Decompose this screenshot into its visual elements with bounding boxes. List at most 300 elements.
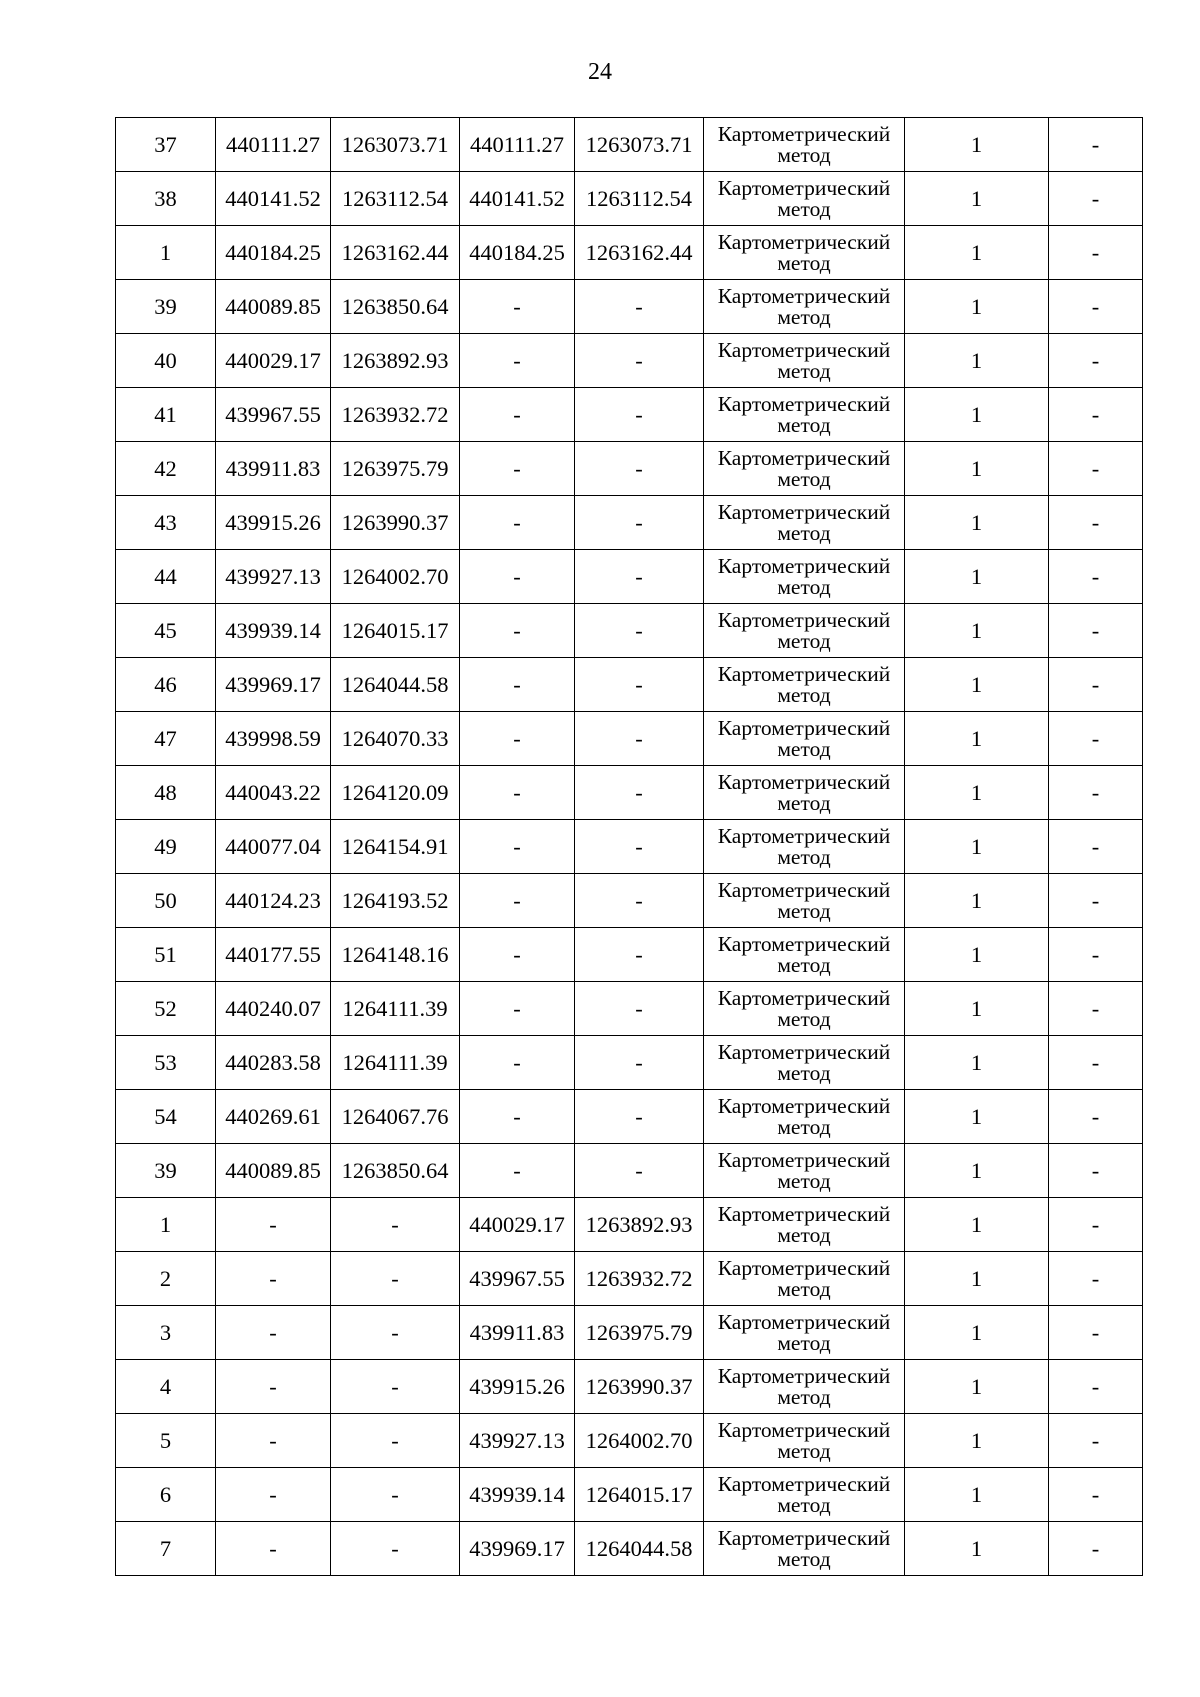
table-row bbox=[116, 820, 1143, 874]
point-number-cell: 52 bbox=[116, 982, 216, 1036]
method-line-2: метод bbox=[777, 304, 831, 329]
method-cell bbox=[704, 442, 905, 496]
method-cell bbox=[704, 982, 905, 1036]
method-line-1: Картометрический bbox=[717, 391, 891, 416]
y-new-cell: - bbox=[575, 604, 704, 658]
method-line-2: метод bbox=[777, 196, 831, 221]
table-row bbox=[116, 658, 1143, 712]
description-cell: - bbox=[1049, 982, 1143, 1036]
description-cell: - bbox=[1049, 496, 1143, 550]
method-line-2: метод bbox=[777, 790, 831, 815]
method-cell bbox=[704, 550, 905, 604]
method-cell bbox=[704, 1198, 905, 1252]
x-existing-cell: 440240.07 bbox=[216, 982, 331, 1036]
description-cell: - bbox=[1049, 1198, 1143, 1252]
x-existing-cell: 440089.85 bbox=[216, 1144, 331, 1198]
method-cell bbox=[704, 658, 905, 712]
method-cell bbox=[704, 712, 905, 766]
x-existing-cell: 440043.22 bbox=[216, 766, 331, 820]
table-row bbox=[116, 550, 1143, 604]
table-row bbox=[116, 982, 1143, 1036]
y-existing-cell: - bbox=[331, 1306, 460, 1360]
x-new-cell: - bbox=[460, 820, 575, 874]
accuracy-cell: 1 bbox=[905, 550, 1049, 604]
x-existing-cell: 440283.58 bbox=[216, 1036, 331, 1090]
point-number-cell: 51 bbox=[116, 928, 216, 982]
x-new-cell: - bbox=[460, 550, 575, 604]
y-new-cell: - bbox=[575, 820, 704, 874]
method-line-1: Картометрический bbox=[717, 1417, 891, 1442]
description-cell: - bbox=[1049, 1414, 1143, 1468]
table-row bbox=[116, 1036, 1143, 1090]
description-cell: - bbox=[1049, 1036, 1143, 1090]
point-number-cell: 5 bbox=[116, 1414, 216, 1468]
x-existing-cell: - bbox=[216, 1198, 331, 1252]
method-line-1: Картометрический bbox=[717, 985, 891, 1010]
x-existing-cell: 439911.83 bbox=[216, 442, 331, 496]
y-new-cell: 1263073.71 bbox=[575, 118, 704, 172]
y-existing-cell: 1264111.39 bbox=[331, 1036, 460, 1090]
y-new-cell: - bbox=[575, 388, 704, 442]
accuracy-cell: 1 bbox=[905, 226, 1049, 280]
x-new-cell: - bbox=[460, 280, 575, 334]
method-line-2: метод bbox=[777, 358, 831, 383]
description-cell: - bbox=[1049, 604, 1143, 658]
accuracy-cell: 1 bbox=[905, 442, 1049, 496]
method-cell bbox=[704, 1468, 905, 1522]
y-existing-cell: 1263112.54 bbox=[331, 172, 460, 226]
x-new-cell: 440141.52 bbox=[460, 172, 575, 226]
y-new-cell: - bbox=[575, 1036, 704, 1090]
x-existing-cell: 440077.04 bbox=[216, 820, 331, 874]
description-cell: - bbox=[1049, 874, 1143, 928]
x-new-cell: - bbox=[460, 1090, 575, 1144]
x-new-cell: 439911.83 bbox=[460, 1306, 575, 1360]
method-line-2: метод bbox=[777, 520, 831, 545]
x-existing-cell: 440089.85 bbox=[216, 280, 331, 334]
x-new-cell: - bbox=[460, 604, 575, 658]
table-row bbox=[116, 334, 1143, 388]
accuracy-cell: 1 bbox=[905, 1306, 1049, 1360]
x-new-cell: - bbox=[460, 712, 575, 766]
table-row bbox=[116, 388, 1143, 442]
accuracy-cell: 1 bbox=[905, 604, 1049, 658]
x-existing-cell: 439939.14 bbox=[216, 604, 331, 658]
description-cell: - bbox=[1049, 1360, 1143, 1414]
accuracy-cell: 1 bbox=[905, 928, 1049, 982]
point-number-cell: 45 bbox=[116, 604, 216, 658]
accuracy-cell: 1 bbox=[905, 820, 1049, 874]
y-new-cell: 1264002.70 bbox=[575, 1414, 704, 1468]
x-new-cell: 439915.26 bbox=[460, 1360, 575, 1414]
description-cell: - bbox=[1049, 226, 1143, 280]
method-cell bbox=[704, 1036, 905, 1090]
y-existing-cell: 1264148.16 bbox=[331, 928, 460, 982]
accuracy-cell: 1 bbox=[905, 658, 1049, 712]
y-new-cell: 1264044.58 bbox=[575, 1522, 704, 1576]
description-cell: - bbox=[1049, 1468, 1143, 1522]
method-line-1: Картометрический bbox=[717, 1525, 891, 1550]
x-existing-cell: 439969.17 bbox=[216, 658, 331, 712]
point-number-cell: 1 bbox=[116, 1198, 216, 1252]
method-line-2: метод bbox=[777, 736, 831, 761]
method-line-2: метод bbox=[777, 1492, 831, 1517]
accuracy-cell: 1 bbox=[905, 1090, 1049, 1144]
x-existing-cell: 440177.55 bbox=[216, 928, 331, 982]
table-row bbox=[116, 1306, 1143, 1360]
x-new-cell: - bbox=[460, 442, 575, 496]
x-existing-cell: 439967.55 bbox=[216, 388, 331, 442]
table-row bbox=[116, 1360, 1143, 1414]
y-existing-cell: - bbox=[331, 1252, 460, 1306]
x-new-cell: - bbox=[460, 496, 575, 550]
accuracy-cell: 1 bbox=[905, 334, 1049, 388]
point-number-cell: 41 bbox=[116, 388, 216, 442]
y-existing-cell: 1263990.37 bbox=[331, 496, 460, 550]
y-existing-cell: 1263892.93 bbox=[331, 334, 460, 388]
table-row bbox=[116, 1522, 1143, 1576]
table-row bbox=[116, 604, 1143, 658]
table-row bbox=[116, 928, 1143, 982]
accuracy-cell: 1 bbox=[905, 712, 1049, 766]
accuracy-cell: 1 bbox=[905, 982, 1049, 1036]
y-new-cell: - bbox=[575, 712, 704, 766]
description-cell: - bbox=[1049, 766, 1143, 820]
y-new-cell: 1263975.79 bbox=[575, 1306, 704, 1360]
point-number-cell: 3 bbox=[116, 1306, 216, 1360]
method-line-2: метод bbox=[777, 1276, 831, 1301]
method-line-2: метод bbox=[777, 628, 831, 653]
y-existing-cell: 1263850.64 bbox=[331, 1144, 460, 1198]
method-line-1: Картометрический bbox=[717, 607, 891, 632]
method-line-2: метод bbox=[777, 844, 831, 869]
y-new-cell: 1264015.17 bbox=[575, 1468, 704, 1522]
x-new-cell: - bbox=[460, 874, 575, 928]
method-cell bbox=[704, 496, 905, 550]
method-line-1: Картометрический bbox=[717, 1309, 891, 1334]
point-number-cell: 43 bbox=[116, 496, 216, 550]
method-cell bbox=[704, 604, 905, 658]
y-new-cell: - bbox=[575, 280, 704, 334]
x-new-cell: 440184.25 bbox=[460, 226, 575, 280]
method-line-1: Картометрический bbox=[717, 661, 891, 686]
y-new-cell: 1263112.54 bbox=[575, 172, 704, 226]
accuracy-cell: 1 bbox=[905, 118, 1049, 172]
point-number-cell: 7 bbox=[116, 1522, 216, 1576]
table-row bbox=[116, 1090, 1143, 1144]
y-existing-cell: 1264002.70 bbox=[331, 550, 460, 604]
point-number-cell: 40 bbox=[116, 334, 216, 388]
description-cell: - bbox=[1049, 928, 1143, 982]
description-cell: - bbox=[1049, 1252, 1143, 1306]
description-cell: - bbox=[1049, 442, 1143, 496]
method-line-1: Картометрический bbox=[717, 1363, 891, 1388]
table-row bbox=[116, 172, 1143, 226]
point-number-cell: 44 bbox=[116, 550, 216, 604]
description-cell: - bbox=[1049, 1144, 1143, 1198]
y-existing-cell: 1263975.79 bbox=[331, 442, 460, 496]
y-existing-cell: 1264154.91 bbox=[331, 820, 460, 874]
accuracy-cell: 1 bbox=[905, 1144, 1049, 1198]
description-cell: - bbox=[1049, 388, 1143, 442]
description-cell: - bbox=[1049, 712, 1143, 766]
table-row bbox=[116, 442, 1143, 496]
accuracy-cell: 1 bbox=[905, 1522, 1049, 1576]
page-number: 24 bbox=[588, 59, 612, 85]
method-cell bbox=[704, 1414, 905, 1468]
x-existing-cell: 439915.26 bbox=[216, 496, 331, 550]
y-new-cell: - bbox=[575, 442, 704, 496]
accuracy-cell: 1 bbox=[905, 766, 1049, 820]
method-cell bbox=[704, 874, 905, 928]
table-row bbox=[116, 118, 1143, 172]
y-new-cell: - bbox=[575, 874, 704, 928]
method-line-2: метод bbox=[777, 466, 831, 491]
accuracy-cell: 1 bbox=[905, 1468, 1049, 1522]
y-existing-cell: 1263850.64 bbox=[331, 280, 460, 334]
method-line-1: Картометрический bbox=[717, 823, 891, 848]
table-body bbox=[116, 118, 1143, 1576]
method-line-1: Картометрический bbox=[717, 337, 891, 362]
method-cell bbox=[704, 280, 905, 334]
point-number-cell: 2 bbox=[116, 1252, 216, 1306]
x-existing-cell: 440184.25 bbox=[216, 226, 331, 280]
method-line-1: Картометрический bbox=[717, 1201, 891, 1226]
y-new-cell: - bbox=[575, 334, 704, 388]
method-cell bbox=[704, 1522, 905, 1576]
x-existing-cell: 440269.61 bbox=[216, 1090, 331, 1144]
table-row bbox=[116, 874, 1143, 928]
method-line-1: Картометрический bbox=[717, 445, 891, 470]
point-number-cell: 50 bbox=[116, 874, 216, 928]
method-line-2: метод bbox=[777, 574, 831, 599]
point-number-cell: 39 bbox=[116, 1144, 216, 1198]
y-new-cell: 1263990.37 bbox=[575, 1360, 704, 1414]
description-cell: - bbox=[1049, 550, 1143, 604]
y-existing-cell: - bbox=[331, 1414, 460, 1468]
y-existing-cell: 1264111.39 bbox=[331, 982, 460, 1036]
method-line-2: метод bbox=[777, 682, 831, 707]
method-line-1: Картометрический bbox=[717, 175, 891, 200]
y-existing-cell: - bbox=[331, 1522, 460, 1576]
point-number-cell: 54 bbox=[116, 1090, 216, 1144]
table-row bbox=[116, 712, 1143, 766]
method-line-2: метод bbox=[777, 1006, 831, 1031]
method-line-1: Картометрический bbox=[717, 1093, 891, 1118]
x-new-cell: - bbox=[460, 334, 575, 388]
x-existing-cell: - bbox=[216, 1468, 331, 1522]
method-cell bbox=[704, 820, 905, 874]
point-number-cell: 49 bbox=[116, 820, 216, 874]
point-number-cell: 38 bbox=[116, 172, 216, 226]
y-new-cell: - bbox=[575, 658, 704, 712]
accuracy-cell: 1 bbox=[905, 1252, 1049, 1306]
x-existing-cell: 440141.52 bbox=[216, 172, 331, 226]
x-existing-cell: - bbox=[216, 1252, 331, 1306]
method-cell bbox=[704, 118, 905, 172]
x-new-cell: 440111.27 bbox=[460, 118, 575, 172]
method-line-1: Картометрический bbox=[717, 121, 891, 146]
table-row bbox=[116, 226, 1143, 280]
method-cell bbox=[704, 1090, 905, 1144]
point-number-cell: 6 bbox=[116, 1468, 216, 1522]
method-line-1: Картометрический bbox=[717, 931, 891, 956]
x-new-cell: - bbox=[460, 766, 575, 820]
x-new-cell: - bbox=[460, 388, 575, 442]
x-new-cell: - bbox=[460, 1144, 575, 1198]
x-new-cell: 439969.17 bbox=[460, 1522, 575, 1576]
method-line-2: метод bbox=[777, 1330, 831, 1355]
method-line-2: метод bbox=[777, 898, 831, 923]
y-new-cell: - bbox=[575, 1144, 704, 1198]
y-existing-cell: 1264070.33 bbox=[331, 712, 460, 766]
method-cell bbox=[704, 388, 905, 442]
y-new-cell: - bbox=[575, 928, 704, 982]
method-line-1: Картометрический bbox=[717, 499, 891, 524]
method-line-2: метод bbox=[777, 142, 831, 167]
accuracy-cell: 1 bbox=[905, 280, 1049, 334]
x-new-cell: 440029.17 bbox=[460, 1198, 575, 1252]
method-line-1: Картометрический bbox=[717, 1039, 891, 1064]
accuracy-cell: 1 bbox=[905, 1198, 1049, 1252]
point-number-cell: 53 bbox=[116, 1036, 216, 1090]
description-cell: - bbox=[1049, 658, 1143, 712]
y-existing-cell: 1264067.76 bbox=[331, 1090, 460, 1144]
method-line-2: метод bbox=[777, 1114, 831, 1139]
point-number-cell: 47 bbox=[116, 712, 216, 766]
description-cell: - bbox=[1049, 280, 1143, 334]
table-row bbox=[116, 280, 1143, 334]
point-number-cell: 37 bbox=[116, 118, 216, 172]
description-cell: - bbox=[1049, 334, 1143, 388]
table-row bbox=[116, 1414, 1143, 1468]
y-new-cell: - bbox=[575, 550, 704, 604]
point-number-cell: 46 bbox=[116, 658, 216, 712]
method-cell bbox=[704, 334, 905, 388]
y-new-cell: 1263932.72 bbox=[575, 1252, 704, 1306]
point-number-cell: 4 bbox=[116, 1360, 216, 1414]
table-row bbox=[116, 1198, 1143, 1252]
coordinates-table bbox=[115, 117, 1143, 1576]
y-new-cell: - bbox=[575, 982, 704, 1036]
method-line-2: метод bbox=[777, 1060, 831, 1085]
y-existing-cell: 1264044.58 bbox=[331, 658, 460, 712]
method-line-2: метод bbox=[777, 1438, 831, 1463]
x-new-cell: - bbox=[460, 658, 575, 712]
method-line-2: метод bbox=[777, 1168, 831, 1193]
method-cell bbox=[704, 1252, 905, 1306]
method-line-2: метод bbox=[777, 1546, 831, 1571]
accuracy-cell: 1 bbox=[905, 496, 1049, 550]
method-cell bbox=[704, 1306, 905, 1360]
table-row bbox=[116, 766, 1143, 820]
point-number-cell: 48 bbox=[116, 766, 216, 820]
description-cell: - bbox=[1049, 1090, 1143, 1144]
x-existing-cell: - bbox=[216, 1360, 331, 1414]
x-new-cell: - bbox=[460, 928, 575, 982]
x-existing-cell: 440029.17 bbox=[216, 334, 331, 388]
method-line-1: Картометрический bbox=[717, 1147, 891, 1172]
x-existing-cell: - bbox=[216, 1414, 331, 1468]
x-existing-cell: - bbox=[216, 1522, 331, 1576]
x-new-cell: - bbox=[460, 1036, 575, 1090]
description-cell: - bbox=[1049, 1306, 1143, 1360]
point-number-cell: 39 bbox=[116, 280, 216, 334]
method-cell bbox=[704, 766, 905, 820]
y-new-cell: - bbox=[575, 1090, 704, 1144]
accuracy-cell: 1 bbox=[905, 388, 1049, 442]
method-line-1: Картометрический bbox=[717, 229, 891, 254]
accuracy-cell: 1 bbox=[905, 1414, 1049, 1468]
table-row bbox=[116, 1468, 1143, 1522]
method-cell bbox=[704, 172, 905, 226]
y-new-cell: - bbox=[575, 496, 704, 550]
method-line-2: метод bbox=[777, 1384, 831, 1409]
method-line-2: метод bbox=[777, 952, 831, 977]
y-new-cell: 1263892.93 bbox=[575, 1198, 704, 1252]
method-line-1: Картометрический bbox=[717, 715, 891, 740]
x-new-cell: - bbox=[460, 982, 575, 1036]
x-existing-cell: - bbox=[216, 1306, 331, 1360]
method-cell bbox=[704, 1144, 905, 1198]
y-new-cell: 1263162.44 bbox=[575, 226, 704, 280]
accuracy-cell: 1 bbox=[905, 172, 1049, 226]
method-line-2: метод bbox=[777, 1222, 831, 1247]
method-line-1: Картометрический bbox=[717, 283, 891, 308]
y-existing-cell: 1264193.52 bbox=[331, 874, 460, 928]
method-cell bbox=[704, 1360, 905, 1414]
y-existing-cell: - bbox=[331, 1198, 460, 1252]
y-existing-cell: 1264015.17 bbox=[331, 604, 460, 658]
method-line-1: Картометрический bbox=[717, 553, 891, 578]
description-cell: - bbox=[1049, 118, 1143, 172]
x-new-cell: 439939.14 bbox=[460, 1468, 575, 1522]
description-cell: - bbox=[1049, 1522, 1143, 1576]
accuracy-cell: 1 bbox=[905, 1036, 1049, 1090]
x-existing-cell: 440111.27 bbox=[216, 118, 331, 172]
method-cell bbox=[704, 928, 905, 982]
method-line-2: метод bbox=[777, 412, 831, 437]
method-line-1: Картометрический bbox=[717, 1471, 891, 1496]
y-existing-cell: - bbox=[331, 1468, 460, 1522]
y-existing-cell: - bbox=[331, 1360, 460, 1414]
description-cell: - bbox=[1049, 820, 1143, 874]
method-line-1: Картометрический bbox=[717, 769, 891, 794]
y-existing-cell: 1264120.09 bbox=[331, 766, 460, 820]
method-line-1: Картометрический bbox=[717, 877, 891, 902]
y-existing-cell: 1263932.72 bbox=[331, 388, 460, 442]
description-cell: - bbox=[1049, 172, 1143, 226]
x-existing-cell: 439927.13 bbox=[216, 550, 331, 604]
y-existing-cell: 1263073.71 bbox=[331, 118, 460, 172]
point-number-cell: 42 bbox=[116, 442, 216, 496]
x-existing-cell: 439998.59 bbox=[216, 712, 331, 766]
accuracy-cell: 1 bbox=[905, 1360, 1049, 1414]
table-row bbox=[116, 1252, 1143, 1306]
table-row bbox=[116, 1144, 1143, 1198]
method-line-2: метод bbox=[777, 250, 831, 275]
x-new-cell: 439927.13 bbox=[460, 1414, 575, 1468]
y-new-cell: - bbox=[575, 766, 704, 820]
accuracy-cell: 1 bbox=[905, 874, 1049, 928]
table-row bbox=[116, 496, 1143, 550]
point-number-cell: 1 bbox=[116, 226, 216, 280]
x-new-cell: 439967.55 bbox=[460, 1252, 575, 1306]
method-line-1: Картометрический bbox=[717, 1255, 891, 1280]
x-existing-cell: 440124.23 bbox=[216, 874, 331, 928]
y-existing-cell: 1263162.44 bbox=[331, 226, 460, 280]
method-cell bbox=[704, 226, 905, 280]
